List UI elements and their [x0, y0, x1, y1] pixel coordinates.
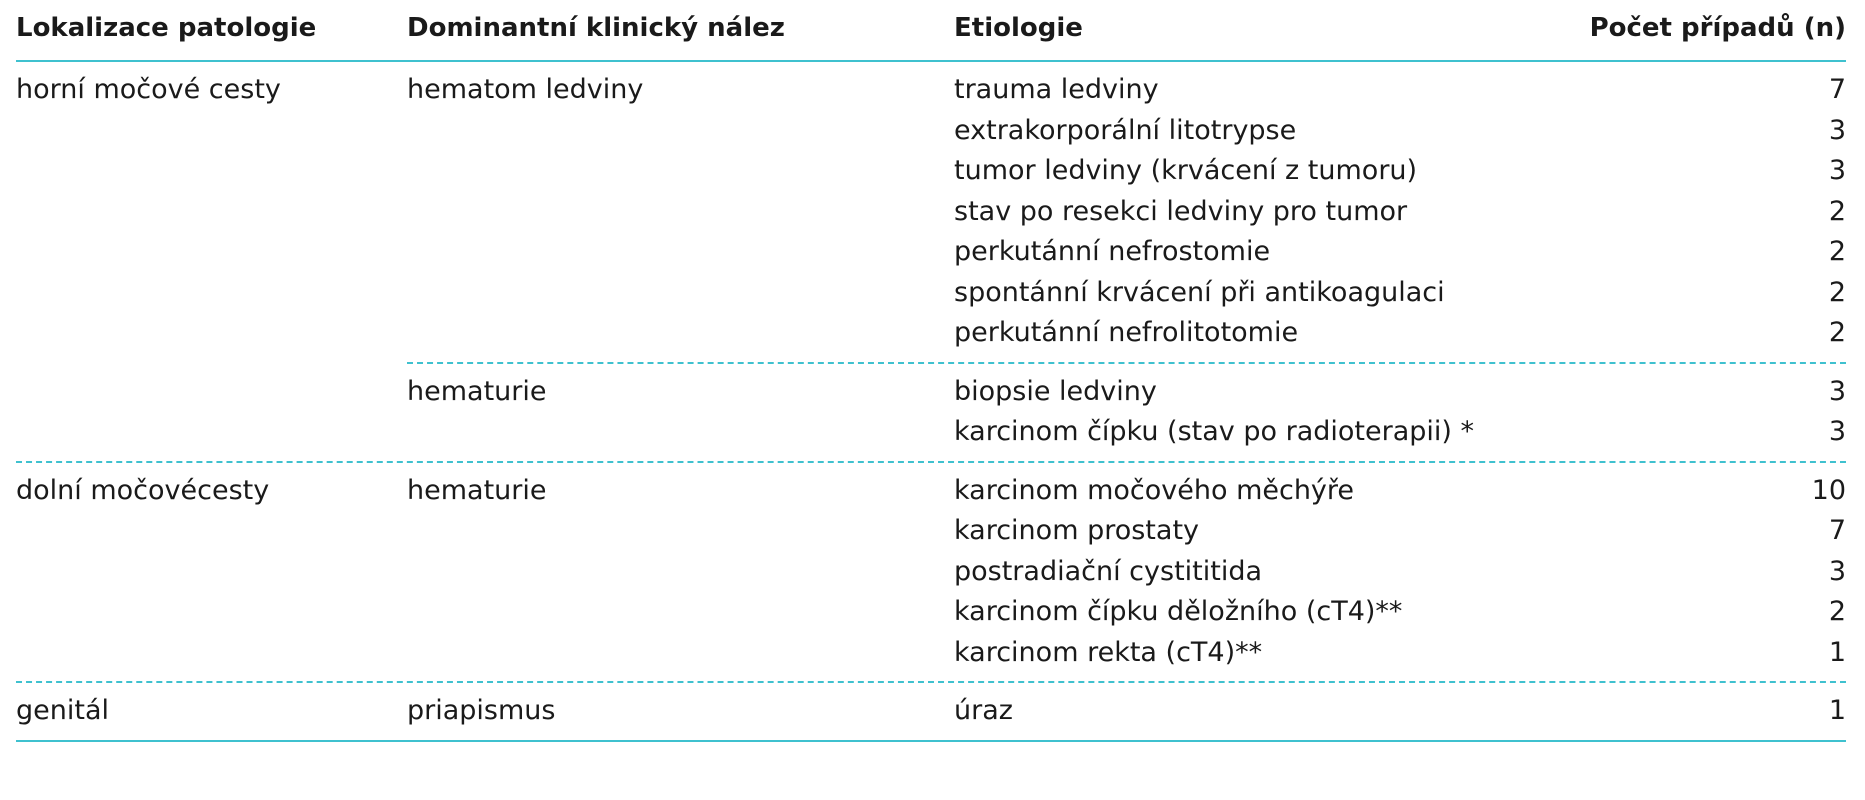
table-row [954, 111, 1846, 152]
etiology-cell: extrakorporální litotrypse [954, 114, 1297, 146]
etiology-cell: karcinom rekta (cT4)** [954, 636, 1263, 668]
header-location: Lokalizace patologie [16, 13, 317, 43]
table-row [954, 313, 1846, 354]
location-cell: genitál [16, 695, 109, 726]
finding-group [407, 463, 1846, 682]
header-finding: Dominantní klinický nález [407, 13, 785, 43]
count-cell: 2 [1828, 276, 1846, 308]
count-cell: 10 [1811, 474, 1846, 506]
table-row [954, 691, 1846, 732]
table-row [954, 471, 1846, 512]
count-cell: 1 [1828, 695, 1846, 726]
finding-group [407, 683, 1846, 740]
count-cell: 3 [1828, 555, 1846, 587]
etiology-cell: stav po resekci ledviny pro tumor [954, 195, 1408, 227]
finding-cell: hematurie [407, 375, 547, 407]
table-row [954, 592, 1846, 633]
count-cell: 2 [1828, 195, 1846, 227]
etiology-cell: postradiační cystititida [954, 555, 1263, 587]
finding-group [407, 364, 1846, 461]
table-row [954, 192, 1846, 233]
table-row [954, 151, 1846, 192]
etiology-cell: úraz [954, 695, 1013, 726]
count-cell: 3 [1828, 416, 1846, 447]
count-cell: 2 [1828, 236, 1846, 267]
etiology-cell: karcinom močového měchýře [954, 474, 1355, 506]
etiology-cell: karcinom čípku děložního (cT4)** [954, 596, 1403, 627]
etiology-cell: karcinom prostaty [954, 515, 1200, 546]
etiology-cell: spontánní krvácení při antikoagulaci [954, 276, 1445, 308]
finding-cell: priapismus [407, 695, 556, 726]
finding-group [407, 62, 1846, 364]
count-cell: 3 [1828, 155, 1846, 186]
etiology-cell: trauma ledviny [954, 74, 1159, 105]
count-cell: 3 [1828, 114, 1846, 146]
group-genital [16, 683, 1846, 742]
etiology-cell: perkutánní nefrolitotomie [954, 317, 1299, 348]
location-cell: horní močové cesty [16, 74, 281, 105]
etiology-cell: tumor ledviny (krvácení z tumoru) [954, 155, 1418, 186]
cases-table [16, 0, 1846, 742]
group-lower-urinary-tract [16, 463, 1846, 684]
table-row [954, 372, 1846, 413]
table-row [954, 412, 1846, 453]
count-cell: 7 [1828, 74, 1846, 105]
count-cell: 3 [1828, 375, 1846, 407]
finding-cell: hematurie [407, 474, 547, 506]
count-cell: 7 [1828, 515, 1846, 546]
table-row [954, 511, 1846, 552]
location-cell: dolní močovécesty [16, 474, 270, 506]
etiology-cell: karcinom čípku (stav po radioterapii) * [954, 416, 1475, 447]
count-cell: 2 [1828, 596, 1846, 627]
finding-cell: hematom ledviny [407, 74, 644, 105]
etiology-cell: perkutánní nefrostomie [954, 236, 1271, 267]
table-row [954, 552, 1846, 593]
count-cell: 1 [1828, 636, 1846, 668]
table-row [954, 70, 1846, 111]
etiology-cell: biopsie ledviny [954, 375, 1157, 407]
header-count: Počet případů (n) [1589, 13, 1846, 43]
count-cell: 2 [1828, 317, 1846, 348]
group-upper-urinary-tract [16, 62, 1846, 463]
table-header [16, 0, 1846, 62]
table-row [954, 633, 1846, 674]
header-etiology: Etiologie [954, 13, 1083, 43]
table-row [954, 273, 1846, 314]
table-row [954, 232, 1846, 273]
